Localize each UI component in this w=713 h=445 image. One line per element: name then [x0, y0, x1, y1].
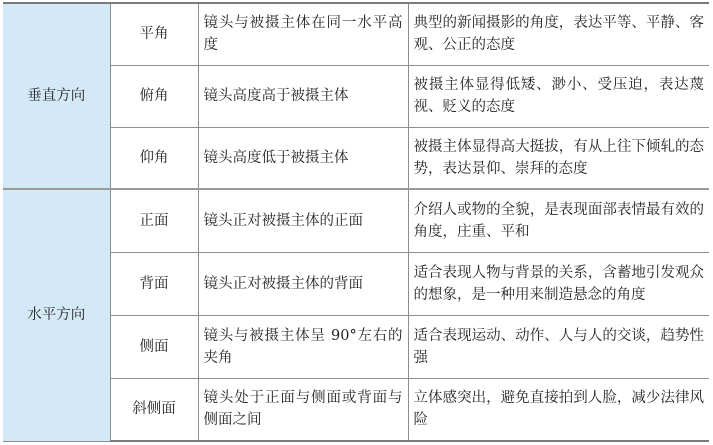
- angle-cell: 正面: [110, 189, 198, 252]
- group-label-horizontal: 水平方向: [3, 189, 110, 441]
- description-cell: 镜头与被摄主体在同一水平高度: [198, 3, 408, 65]
- description-cell: 镜头处于正面与侧面或背面与侧面之间: [198, 378, 408, 441]
- effect-cell: 典型的新闻摄影的角度，表达平等、平静、客观、公正的态度: [408, 3, 709, 65]
- camera-angle-table: [3, 2, 709, 442]
- description-cell: 镜头高度低于被摄主体: [198, 127, 408, 189]
- description-cell: 镜头正对被摄主体的正面: [198, 189, 408, 252]
- table-row: [3, 189, 709, 252]
- angle-cell: 平角: [110, 3, 198, 65]
- effect-cell: 适合表现人物与背景的关系，含蓄地引发观众的想象，是一种用来制造悬念的角度: [408, 252, 709, 315]
- description-cell: 镜头与被摄主体呈 90°左右的夹角: [198, 315, 408, 378]
- description-cell: 镜头正对被摄主体的背面: [198, 252, 408, 315]
- angle-cell: 仰角: [110, 127, 198, 189]
- angle-cell: 背面: [110, 252, 198, 315]
- angle-cell: 侧面: [110, 315, 198, 378]
- group-label-vertical: 垂直方向: [3, 3, 110, 189]
- effect-cell: 被摄主体显得高大挺拔，有从上往下倾轧的态势，表达景仰、崇拜的态度: [408, 127, 709, 189]
- description-cell: 镜头高度高于被摄主体: [198, 65, 408, 127]
- effect-cell: 立体感突出，避免直接拍到人脸，减少法律风险: [408, 378, 709, 441]
- effect-cell: 介绍人或物的全貌，是表现面部表情最有效的角度，庄重、平和: [408, 189, 709, 252]
- angle-cell: 斜侧面: [110, 378, 198, 441]
- effect-cell: 被摄主体显得低矮、渺小、受压迫，表达蔑视、贬义的态度: [408, 65, 709, 127]
- table-row: [3, 3, 709, 65]
- effect-cell: 适合表现运动、动作、人与人的交谈，趋势性强: [408, 315, 709, 378]
- angle-cell: 俯角: [110, 65, 198, 127]
